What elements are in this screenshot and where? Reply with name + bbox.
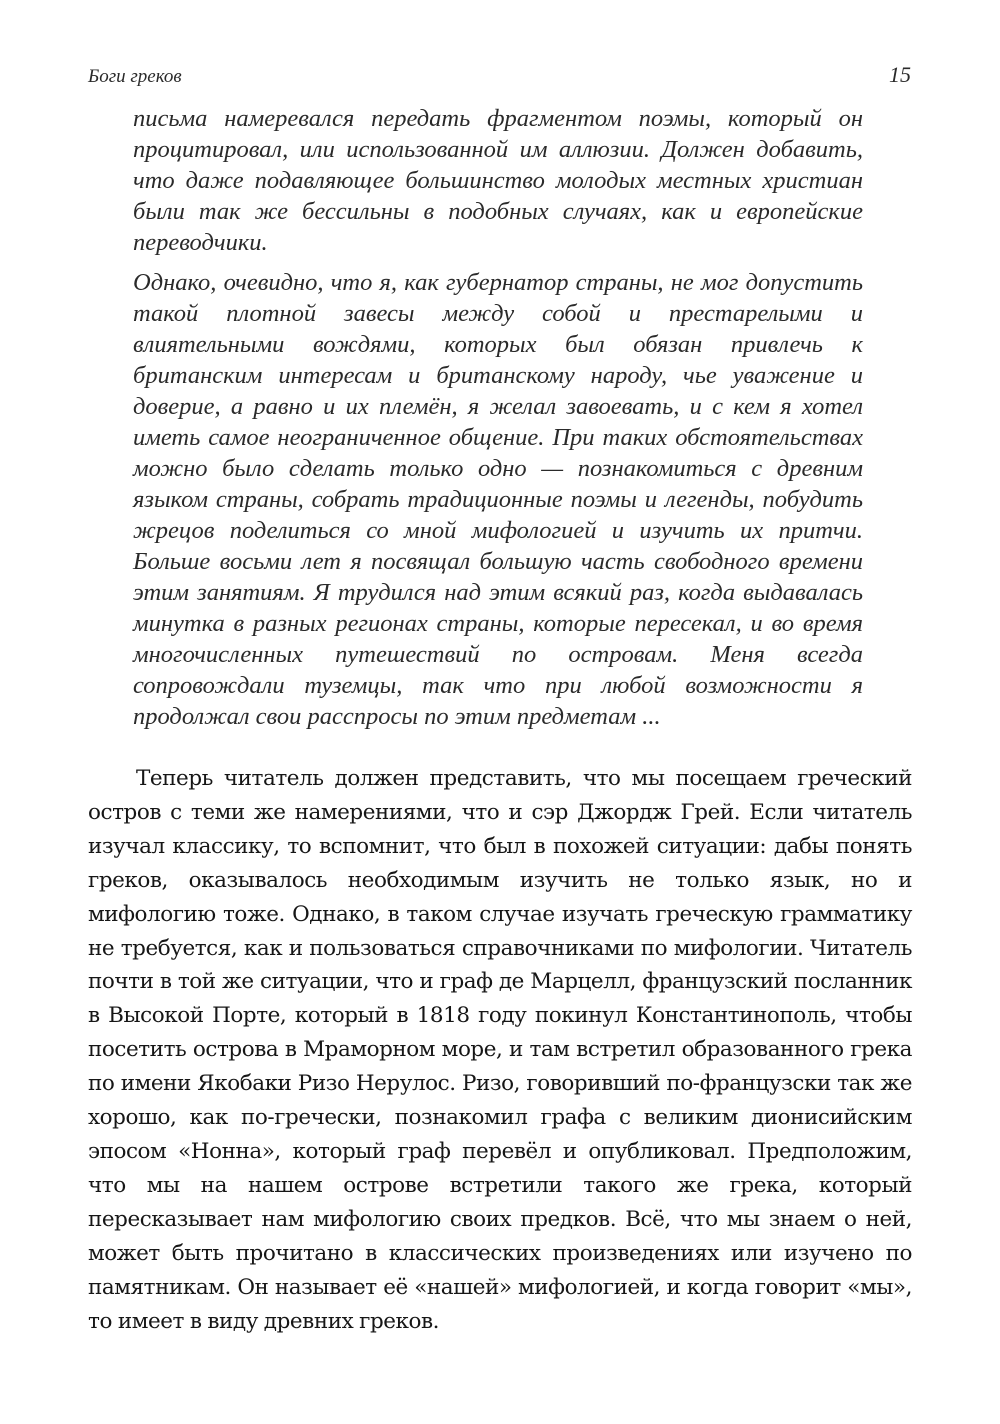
running-title: Боги греков	[88, 66, 182, 87]
block-quote-paragraph	[133, 103, 863, 258]
block-quote-paragraph	[133, 267, 863, 732]
body-paragraph: Теперь читатель должен представить, что мы посещаем греческий остров с теми же намерениями, что и сэр Джордж Грей. Если читатель изучал классику, то вспомнит, что был в похожей ситуации: дабы понять греков, оказывалось необходимым изучить не только язык, но и мифологию тоже. Однако, в таком случае изучать греческую грамматику не требуется, как и пользоваться справочниками по мифологии. Читатель почти в той же ситуации, что и граф де Марцелл, французский посланник в Высокой Порте, который в 1818 году покинул Константинополь, чтобы посетить острова в Мраморном море, и там встретил образованного грека по имени Якобаки Ризо Нерулос. Ризо, говоривший по-французски так же хорошо, как по-гречески, познакомил графа с великим дионисийским эпосом «Нонна», который граф перевёл и опубликовал. Предположим, что мы на нашем острове встретили такого же грека, который пересказывает нам мифологию своих предков. Всё, что мы знаем о ней, может быть прочитано в классических произведениях или изучено по памятникам. Он называет её «нашей» мифологией, и когда говорит «мы», то имеет в виду древних греков.	[88, 766, 912, 1334]
running-header	[88, 62, 911, 92]
quote-paragraph-text: письма намеревался передать фрагментом поэмы, который он процитировал, или использованной им аллюзии. Должен добавить, что даже подавляющее большинство молодых местных христиан были так же бессильны в подобных случаях, как и европейские переводчики.	[133, 105, 863, 256]
quote-paragraph-text: Однако, очевидно, что я, как губернатор страны, не мог допустить такой плотной завесы между собой и престарелыми и влиятельными вождями, которых был обязан привлечь к британским интересам и британскому народу, чье уважение и доверие, а равно и их племён, я желал завоевать, и с кем я хотел иметь самое неограниченное общение. При таких обстоятельствах можно было сделать только одно — познакомиться с древним языком страны, собрать традиционные поэмы и легенды, побудить жрецов поделиться со мной мифологией и изучить их притчи. Больше восьми лет я посвящал большую часть свободного времени этим занятиям. Я трудился над этим всякий раз, когда выдавалась минутка в разных регионах страны, которые пересекал, и во время многочисленных путешествий по островам. Меня всегда сопровождали туземцы, так что при любой возможности я продолжал свои расспросы по этим предметам ...	[133, 269, 863, 730]
main-text	[88, 762, 912, 1338]
page-number: 15	[889, 62, 911, 87]
